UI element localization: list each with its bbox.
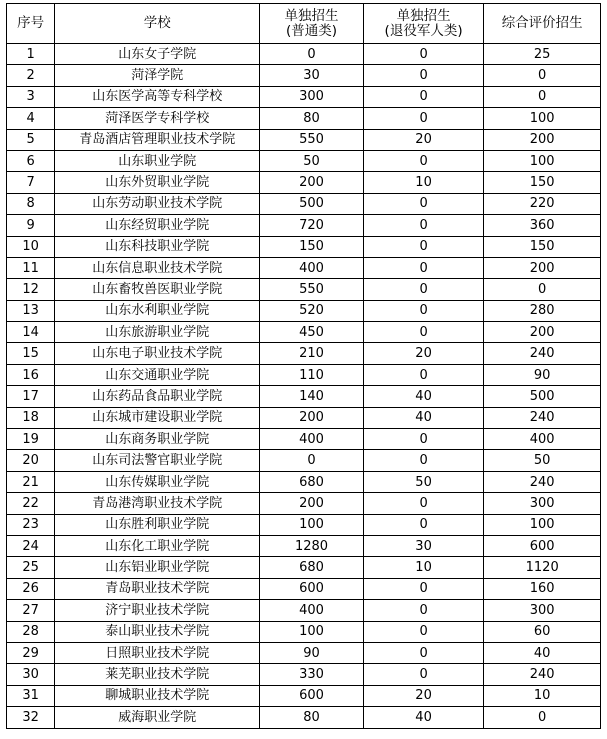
cell-single-veteran: 0 bbox=[363, 364, 484, 385]
table-row bbox=[7, 172, 601, 193]
cell-no: 19 bbox=[7, 429, 55, 450]
cell-school: 山东信息职业技术学院 bbox=[55, 257, 260, 278]
table-row bbox=[7, 65, 601, 86]
cell-single-regular: 680 bbox=[260, 557, 364, 578]
cell-comprehensive: 100 bbox=[484, 108, 601, 129]
cell-comprehensive: 360 bbox=[484, 215, 601, 236]
cell-single-regular: 90 bbox=[260, 642, 364, 663]
cell-single-regular: 210 bbox=[260, 343, 364, 364]
cell-comprehensive: 200 bbox=[484, 129, 601, 150]
table-row bbox=[7, 257, 601, 278]
cell-single-veteran: 0 bbox=[363, 108, 484, 129]
cell-no: 28 bbox=[7, 621, 55, 642]
table-row bbox=[7, 386, 601, 407]
cell-single-veteran: 0 bbox=[363, 621, 484, 642]
cell-single-veteran: 0 bbox=[363, 642, 484, 663]
cell-school: 泰山职业技术学院 bbox=[55, 621, 260, 642]
table-row bbox=[7, 642, 601, 663]
cell-school: 聊城职业技术学院 bbox=[55, 685, 260, 706]
cell-no: 1 bbox=[7, 44, 55, 65]
cell-single-veteran: 0 bbox=[363, 279, 484, 300]
table-row bbox=[7, 279, 601, 300]
cell-school: 山东外贸职业学院 bbox=[55, 172, 260, 193]
cell-single-regular: 150 bbox=[260, 236, 364, 257]
cell-single-regular: 200 bbox=[260, 172, 364, 193]
cell-school: 山东经贸职业学院 bbox=[55, 215, 260, 236]
cell-school: 青岛酒店管理职业技术学院 bbox=[55, 129, 260, 150]
cell-comprehensive: 500 bbox=[484, 386, 601, 407]
cell-single-veteran: 0 bbox=[363, 215, 484, 236]
cell-single-veteran: 0 bbox=[363, 65, 484, 86]
cell-single-veteran: 0 bbox=[363, 664, 484, 685]
cell-single-regular: 680 bbox=[260, 471, 364, 492]
cell-comprehensive: 240 bbox=[484, 471, 601, 492]
cell-comprehensive: 300 bbox=[484, 493, 601, 514]
cell-single-regular: 400 bbox=[260, 600, 364, 621]
cell-school: 山东畜牧兽医职业学院 bbox=[55, 279, 260, 300]
cell-comprehensive: 0 bbox=[484, 86, 601, 107]
cell-school: 青岛港湾职业技术学院 bbox=[55, 493, 260, 514]
header-comprehensive: 综合评价招生 bbox=[484, 4, 601, 44]
cell-single-veteran: 10 bbox=[363, 557, 484, 578]
cell-single-veteran: 40 bbox=[363, 386, 484, 407]
table-row bbox=[7, 557, 601, 578]
cell-single-regular: 600 bbox=[260, 685, 364, 706]
table-row bbox=[7, 129, 601, 150]
cell-single-veteran: 40 bbox=[363, 707, 484, 728]
cell-single-veteran: 30 bbox=[363, 535, 484, 556]
cell-no: 14 bbox=[7, 322, 55, 343]
cell-no: 20 bbox=[7, 450, 55, 471]
cell-comprehensive: 25 bbox=[484, 44, 601, 65]
cell-no: 22 bbox=[7, 493, 55, 514]
cell-school: 山东职业学院 bbox=[55, 150, 260, 171]
table-row bbox=[7, 193, 601, 214]
header-single-veteran bbox=[363, 4, 484, 44]
enrollment-table bbox=[6, 3, 601, 729]
table-row bbox=[7, 86, 601, 107]
cell-school: 济宁职业技术学院 bbox=[55, 600, 260, 621]
cell-single-regular: 200 bbox=[260, 407, 364, 428]
cell-single-veteran: 20 bbox=[363, 685, 484, 706]
table-row bbox=[7, 322, 601, 343]
cell-single-veteran: 0 bbox=[363, 514, 484, 535]
cell-single-veteran: 0 bbox=[363, 236, 484, 257]
cell-comprehensive: 0 bbox=[484, 65, 601, 86]
cell-school: 日照职业技术学院 bbox=[55, 642, 260, 663]
header-single-regular-line2: (普通类) bbox=[286, 22, 338, 39]
table-row bbox=[7, 236, 601, 257]
cell-single-veteran: 0 bbox=[363, 322, 484, 343]
cell-no: 6 bbox=[7, 150, 55, 171]
table-row bbox=[7, 450, 601, 471]
cell-single-regular: 1280 bbox=[260, 535, 364, 556]
cell-comprehensive: 150 bbox=[484, 172, 601, 193]
cell-school: 威海职业学院 bbox=[55, 707, 260, 728]
table-row bbox=[7, 535, 601, 556]
cell-comprehensive: 90 bbox=[484, 364, 601, 385]
cell-single-regular: 30 bbox=[260, 65, 364, 86]
cell-comprehensive: 60 bbox=[484, 621, 601, 642]
cell-school: 山东传媒职业学院 bbox=[55, 471, 260, 492]
table-row bbox=[7, 215, 601, 236]
cell-single-veteran: 0 bbox=[363, 257, 484, 278]
cell-school: 山东商务职业学院 bbox=[55, 429, 260, 450]
cell-school: 山东交通职业学院 bbox=[55, 364, 260, 385]
cell-comprehensive: 10 bbox=[484, 685, 601, 706]
cell-no: 17 bbox=[7, 386, 55, 407]
cell-no: 23 bbox=[7, 514, 55, 535]
cell-no: 9 bbox=[7, 215, 55, 236]
cell-no: 30 bbox=[7, 664, 55, 685]
cell-no: 26 bbox=[7, 578, 55, 599]
cell-no: 32 bbox=[7, 707, 55, 728]
cell-no: 2 bbox=[7, 65, 55, 86]
cell-school: 山东化工职业学院 bbox=[55, 535, 260, 556]
table-row bbox=[7, 621, 601, 642]
cell-comprehensive: 220 bbox=[484, 193, 601, 214]
table-row bbox=[7, 471, 601, 492]
table-body bbox=[7, 44, 601, 729]
cell-single-regular: 100 bbox=[260, 514, 364, 535]
header-single-veteran-line1: 单独招生 bbox=[396, 7, 451, 24]
cell-no: 15 bbox=[7, 343, 55, 364]
cell-no: 31 bbox=[7, 685, 55, 706]
cell-single-veteran: 20 bbox=[363, 343, 484, 364]
cell-comprehensive: 1120 bbox=[484, 557, 601, 578]
cell-single-veteran: 0 bbox=[363, 578, 484, 599]
cell-no: 18 bbox=[7, 407, 55, 428]
cell-school: 山东药品食品职业学院 bbox=[55, 386, 260, 407]
cell-single-regular: 400 bbox=[260, 429, 364, 450]
cell-school: 山东女子学院 bbox=[55, 44, 260, 65]
cell-single-regular: 300 bbox=[260, 86, 364, 107]
cell-no: 3 bbox=[7, 86, 55, 107]
cell-school: 山东铝业职业学院 bbox=[55, 557, 260, 578]
cell-single-regular: 140 bbox=[260, 386, 364, 407]
cell-no: 25 bbox=[7, 557, 55, 578]
cell-no: 10 bbox=[7, 236, 55, 257]
cell-comprehensive: 240 bbox=[484, 664, 601, 685]
cell-single-regular: 0 bbox=[260, 44, 364, 65]
cell-single-regular: 550 bbox=[260, 279, 364, 300]
cell-school: 山东医学高等专科学校 bbox=[55, 86, 260, 107]
cell-single-veteran: 10 bbox=[363, 172, 484, 193]
cell-no: 12 bbox=[7, 279, 55, 300]
cell-single-regular: 110 bbox=[260, 364, 364, 385]
cell-single-regular: 520 bbox=[260, 300, 364, 321]
cell-comprehensive: 0 bbox=[484, 707, 601, 728]
header-school: 学校 bbox=[55, 4, 260, 44]
cell-no: 11 bbox=[7, 257, 55, 278]
cell-comprehensive: 100 bbox=[484, 150, 601, 171]
cell-single-regular: 500 bbox=[260, 193, 364, 214]
cell-comprehensive: 300 bbox=[484, 600, 601, 621]
cell-no: 5 bbox=[7, 129, 55, 150]
cell-comprehensive: 280 bbox=[484, 300, 601, 321]
table-row bbox=[7, 364, 601, 385]
cell-single-veteran: 0 bbox=[363, 193, 484, 214]
cell-no: 4 bbox=[7, 108, 55, 129]
cell-comprehensive: 600 bbox=[484, 535, 601, 556]
cell-comprehensive: 0 bbox=[484, 279, 601, 300]
cell-no: 24 bbox=[7, 535, 55, 556]
cell-no: 7 bbox=[7, 172, 55, 193]
table-row bbox=[7, 44, 601, 65]
header-single-regular-line1: 单独招生 bbox=[284, 7, 339, 24]
cell-no: 21 bbox=[7, 471, 55, 492]
cell-comprehensive: 200 bbox=[484, 322, 601, 343]
cell-single-veteran: 40 bbox=[363, 407, 484, 428]
cell-comprehensive: 100 bbox=[484, 514, 601, 535]
cell-single-regular: 400 bbox=[260, 257, 364, 278]
cell-single-regular: 450 bbox=[260, 322, 364, 343]
table-row bbox=[7, 664, 601, 685]
cell-comprehensive: 150 bbox=[484, 236, 601, 257]
cell-single-regular: 100 bbox=[260, 621, 364, 642]
cell-single-veteran: 0 bbox=[363, 429, 484, 450]
cell-no: 13 bbox=[7, 300, 55, 321]
cell-single-veteran: 0 bbox=[363, 44, 484, 65]
cell-single-regular: 600 bbox=[260, 578, 364, 599]
table-row bbox=[7, 108, 601, 129]
cell-no: 8 bbox=[7, 193, 55, 214]
header-row bbox=[7, 4, 601, 44]
cell-single-regular: 80 bbox=[260, 108, 364, 129]
cell-comprehensive: 240 bbox=[484, 407, 601, 428]
table-row bbox=[7, 300, 601, 321]
cell-single-veteran: 0 bbox=[363, 150, 484, 171]
cell-comprehensive: 200 bbox=[484, 257, 601, 278]
cell-single-veteran: 0 bbox=[363, 493, 484, 514]
table-row bbox=[7, 343, 601, 364]
cell-comprehensive: 40 bbox=[484, 642, 601, 663]
table-row bbox=[7, 578, 601, 599]
cell-school: 山东水利职业学院 bbox=[55, 300, 260, 321]
table-row bbox=[7, 600, 601, 621]
cell-single-veteran: 20 bbox=[363, 129, 484, 150]
cell-single-regular: 720 bbox=[260, 215, 364, 236]
cell-single-veteran: 0 bbox=[363, 300, 484, 321]
cell-single-regular: 200 bbox=[260, 493, 364, 514]
table-row bbox=[7, 150, 601, 171]
cell-comprehensive: 240 bbox=[484, 343, 601, 364]
cell-single-regular: 550 bbox=[260, 129, 364, 150]
cell-no: 29 bbox=[7, 642, 55, 663]
table-row bbox=[7, 514, 601, 535]
table-row bbox=[7, 685, 601, 706]
table-row bbox=[7, 407, 601, 428]
cell-single-regular: 0 bbox=[260, 450, 364, 471]
header-single-veteran-line2: (退役军人类) bbox=[384, 22, 463, 39]
cell-school: 山东电子职业技术学院 bbox=[55, 343, 260, 364]
cell-school: 菏泽医学专科学校 bbox=[55, 108, 260, 129]
cell-single-veteran: 0 bbox=[363, 450, 484, 471]
header-no: 序号 bbox=[7, 4, 55, 44]
cell-single-regular: 50 bbox=[260, 150, 364, 171]
cell-no: 27 bbox=[7, 600, 55, 621]
cell-school: 山东旅游职业学院 bbox=[55, 322, 260, 343]
cell-comprehensive: 400 bbox=[484, 429, 601, 450]
cell-no: 16 bbox=[7, 364, 55, 385]
cell-single-veteran: 0 bbox=[363, 600, 484, 621]
cell-school: 山东司法警官职业学院 bbox=[55, 450, 260, 471]
cell-school: 菏泽学院 bbox=[55, 65, 260, 86]
cell-school: 山东劳动职业技术学院 bbox=[55, 193, 260, 214]
cell-single-veteran: 0 bbox=[363, 86, 484, 107]
table-row bbox=[7, 707, 601, 728]
cell-single-regular: 80 bbox=[260, 707, 364, 728]
table-row bbox=[7, 429, 601, 450]
cell-school: 莱芜职业技术学院 bbox=[55, 664, 260, 685]
cell-school: 青岛职业技术学院 bbox=[55, 578, 260, 599]
cell-school: 山东胜利职业学院 bbox=[55, 514, 260, 535]
cell-school: 山东城市建设职业学院 bbox=[55, 407, 260, 428]
table-row bbox=[7, 493, 601, 514]
cell-comprehensive: 50 bbox=[484, 450, 601, 471]
cell-school: 山东科技职业学院 bbox=[55, 236, 260, 257]
cell-comprehensive: 160 bbox=[484, 578, 601, 599]
cell-single-regular: 330 bbox=[260, 664, 364, 685]
header-single-regular bbox=[260, 4, 364, 44]
cell-single-veteran: 50 bbox=[363, 471, 484, 492]
